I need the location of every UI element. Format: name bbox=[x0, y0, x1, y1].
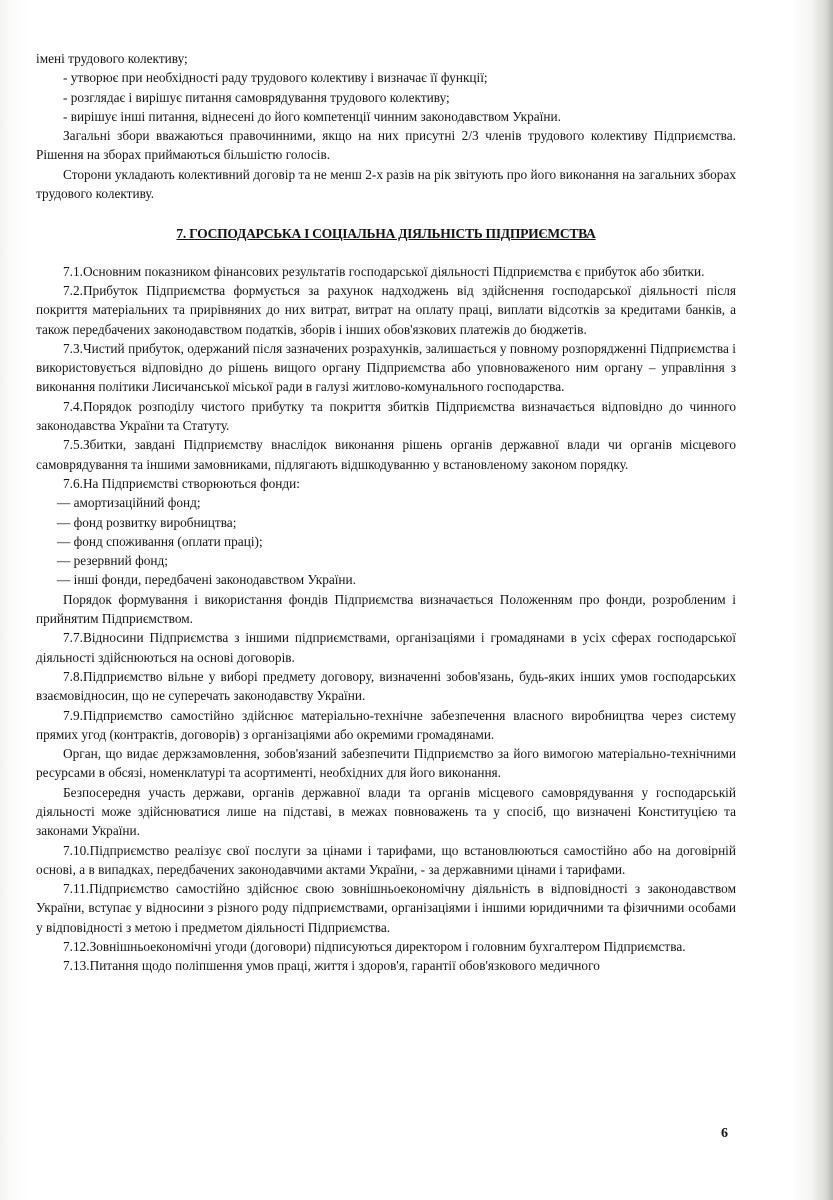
paragraph-7-12: 7.12.Зовнішньоекономічні угоди (договори) підписуються директором і головним бухгалтером Підприємства. bbox=[63, 939, 686, 955]
paragraph-7-11: 7.11.Підприємство самостійно здійснює свою зовнішньоекономічну діяльність в відповідності з законодавством України, вступає у відносини з різного роду підприємствами, організаціями і іншими юридичними та фізичними особами у відповідності з метою і предметом діяльності Підприємства. bbox=[36, 881, 736, 935]
intro-line-3: - розглядає і вирішує питання самоврядування трудового колективу; bbox=[63, 89, 450, 105]
paragraph-7-10: 7.10.Підприємство реалізує свої послуги за цінами і тарифами, що встановлюються самостійно або на договірній основі, а в випадках, передбачених законодавчими актами України, - за державними цінами і тарифами. bbox=[36, 842, 736, 877]
state-participation-paragraph: Безпосередня участь держави, органів державної влади та органів місцевого самоврядування у господарській діяльності може здійснюватися лише на підставі, в межах повноважень та у спосіб, що визначені Конституцією та законами України. bbox=[36, 784, 736, 839]
contract-report-paragraph: Сторони укладають колективний договір та не менш 2-х разів на рік звітують про його виконання на загальних зборах трудового колективу. bbox=[36, 166, 736, 202]
paragraph-7-9: 7.9.Підприємство самостійно здійснює матеріально-технічне забезпечення власного виробництва через систему прямих угод (контрактів, договорів) з організаціями або окремими громадянами. bbox=[36, 707, 736, 742]
page-content bbox=[36, 49, 736, 976]
paragraph-7-5: 7.5.Збитки, завдані Підприємству внаслідок виконання рішень органів державної влади чи органів місцевого самоврядування та іншими замовниками, підлягають відшкодуванню у встановленому законом порядку. bbox=[36, 437, 736, 472]
fund-list-item: — резервний фонд; bbox=[57, 553, 168, 569]
state-order-paragraph: Орган, що видає держзамовлення, зобов'язаний забезпечити Підприємство за його вимогою матеріально-технічними ресурсами в обсязі, номенклатурі та асортименті, необхідних для його виконання. bbox=[36, 746, 736, 781]
funds-order-paragraph: Порядок формування і використання фондів Підприємства визначається Положенням про фонди, розробленим і прийнятим Підприємством. bbox=[36, 591, 736, 627]
intro-line-2: - утворює при необхідності раду трудового колективу і визначає її функції; bbox=[63, 70, 488, 86]
meetings-validity-paragraph: Загальні збори вважаються правочинними, якщо на них присутні 2/3 членів трудового колективу Підприємства. Рішення на зборах приймаються більшістю голосів. bbox=[36, 128, 736, 163]
page-edge-shadow bbox=[811, 0, 833, 1200]
intro-line-4: - вирішує інші питання, віднесені до його компетенції чинним законодавством України. bbox=[63, 108, 561, 124]
fund-list-item: — фонд споживання (оплати праці); bbox=[57, 533, 263, 549]
intro-line-1: імені трудового колективу; bbox=[36, 51, 188, 66]
fund-list-item: — амортизаційний фонд; bbox=[57, 495, 201, 511]
paragraph-7-3: 7.3.Чистий прибуток, одержаний після зазначених розрахунків, залишається у повному розпорядженні Підприємства і використовується відповідно до рішень вищого органу Підприємства або уповноваженого ним органу – управління з виконання політики Лисичанської міської ради в галузі житлово-комунального господарства. bbox=[36, 340, 736, 395]
paragraph-7-4: 7.4.Порядок розподілу чистого прибутку та покриття збитків Підприємства визначається відповідно до чинного законодавства України та Статуту. bbox=[36, 398, 736, 434]
section-7-heading: 7. ГОСПОДАРСЬКА І СОЦІАЛЬНА ДІЯЛЬНІСТЬ ПІДПРИЄМСТВА bbox=[176, 226, 596, 242]
page-number: 6 bbox=[721, 1126, 728, 1141]
paragraph-7-7: 7.7.Відносини Підприємства з іншими підприємствами, організаціями і громадянами в усіх сферах господарської діяльності здійснюються на основі договорів. bbox=[36, 630, 736, 665]
paragraph-7-6: 7.6.На Підприємстві створюються фонди: bbox=[63, 475, 300, 491]
fund-list-item: — фонд розвитку виробництва; bbox=[57, 514, 237, 530]
paragraph-7-13: 7.13.Питання щодо поліпшення умов праці, життя і здоров'я, гарантії обов'язкового медичного bbox=[63, 958, 600, 974]
paragraph-7-2: 7.2.Прибуток Підприємства формується за рахунок надходжень від здійснення господарської діяльності після покриття матеріальних та прирівняних до них витрат, витрат на оплату праці, виплати відсотків за кредитами банків, а також передбачених законодавством податків, зборів і інших обов'язкових платежів до бюджетів. bbox=[36, 282, 736, 337]
paragraph-7-1: 7.1.Основним показником фінансових результатів господарської діяльності Підприємства є прибуток або збитки. bbox=[63, 263, 705, 279]
paragraph-7-8: 7.8.Підприємство вільне у виборі предмету договору, визначенні зобов'язань, будь-яких інших умов господарських взаємовідносин, що не суперечать законодавству України. bbox=[36, 668, 736, 704]
fund-list-item: — інші фонди, передбачені законодавством України. bbox=[57, 572, 356, 588]
